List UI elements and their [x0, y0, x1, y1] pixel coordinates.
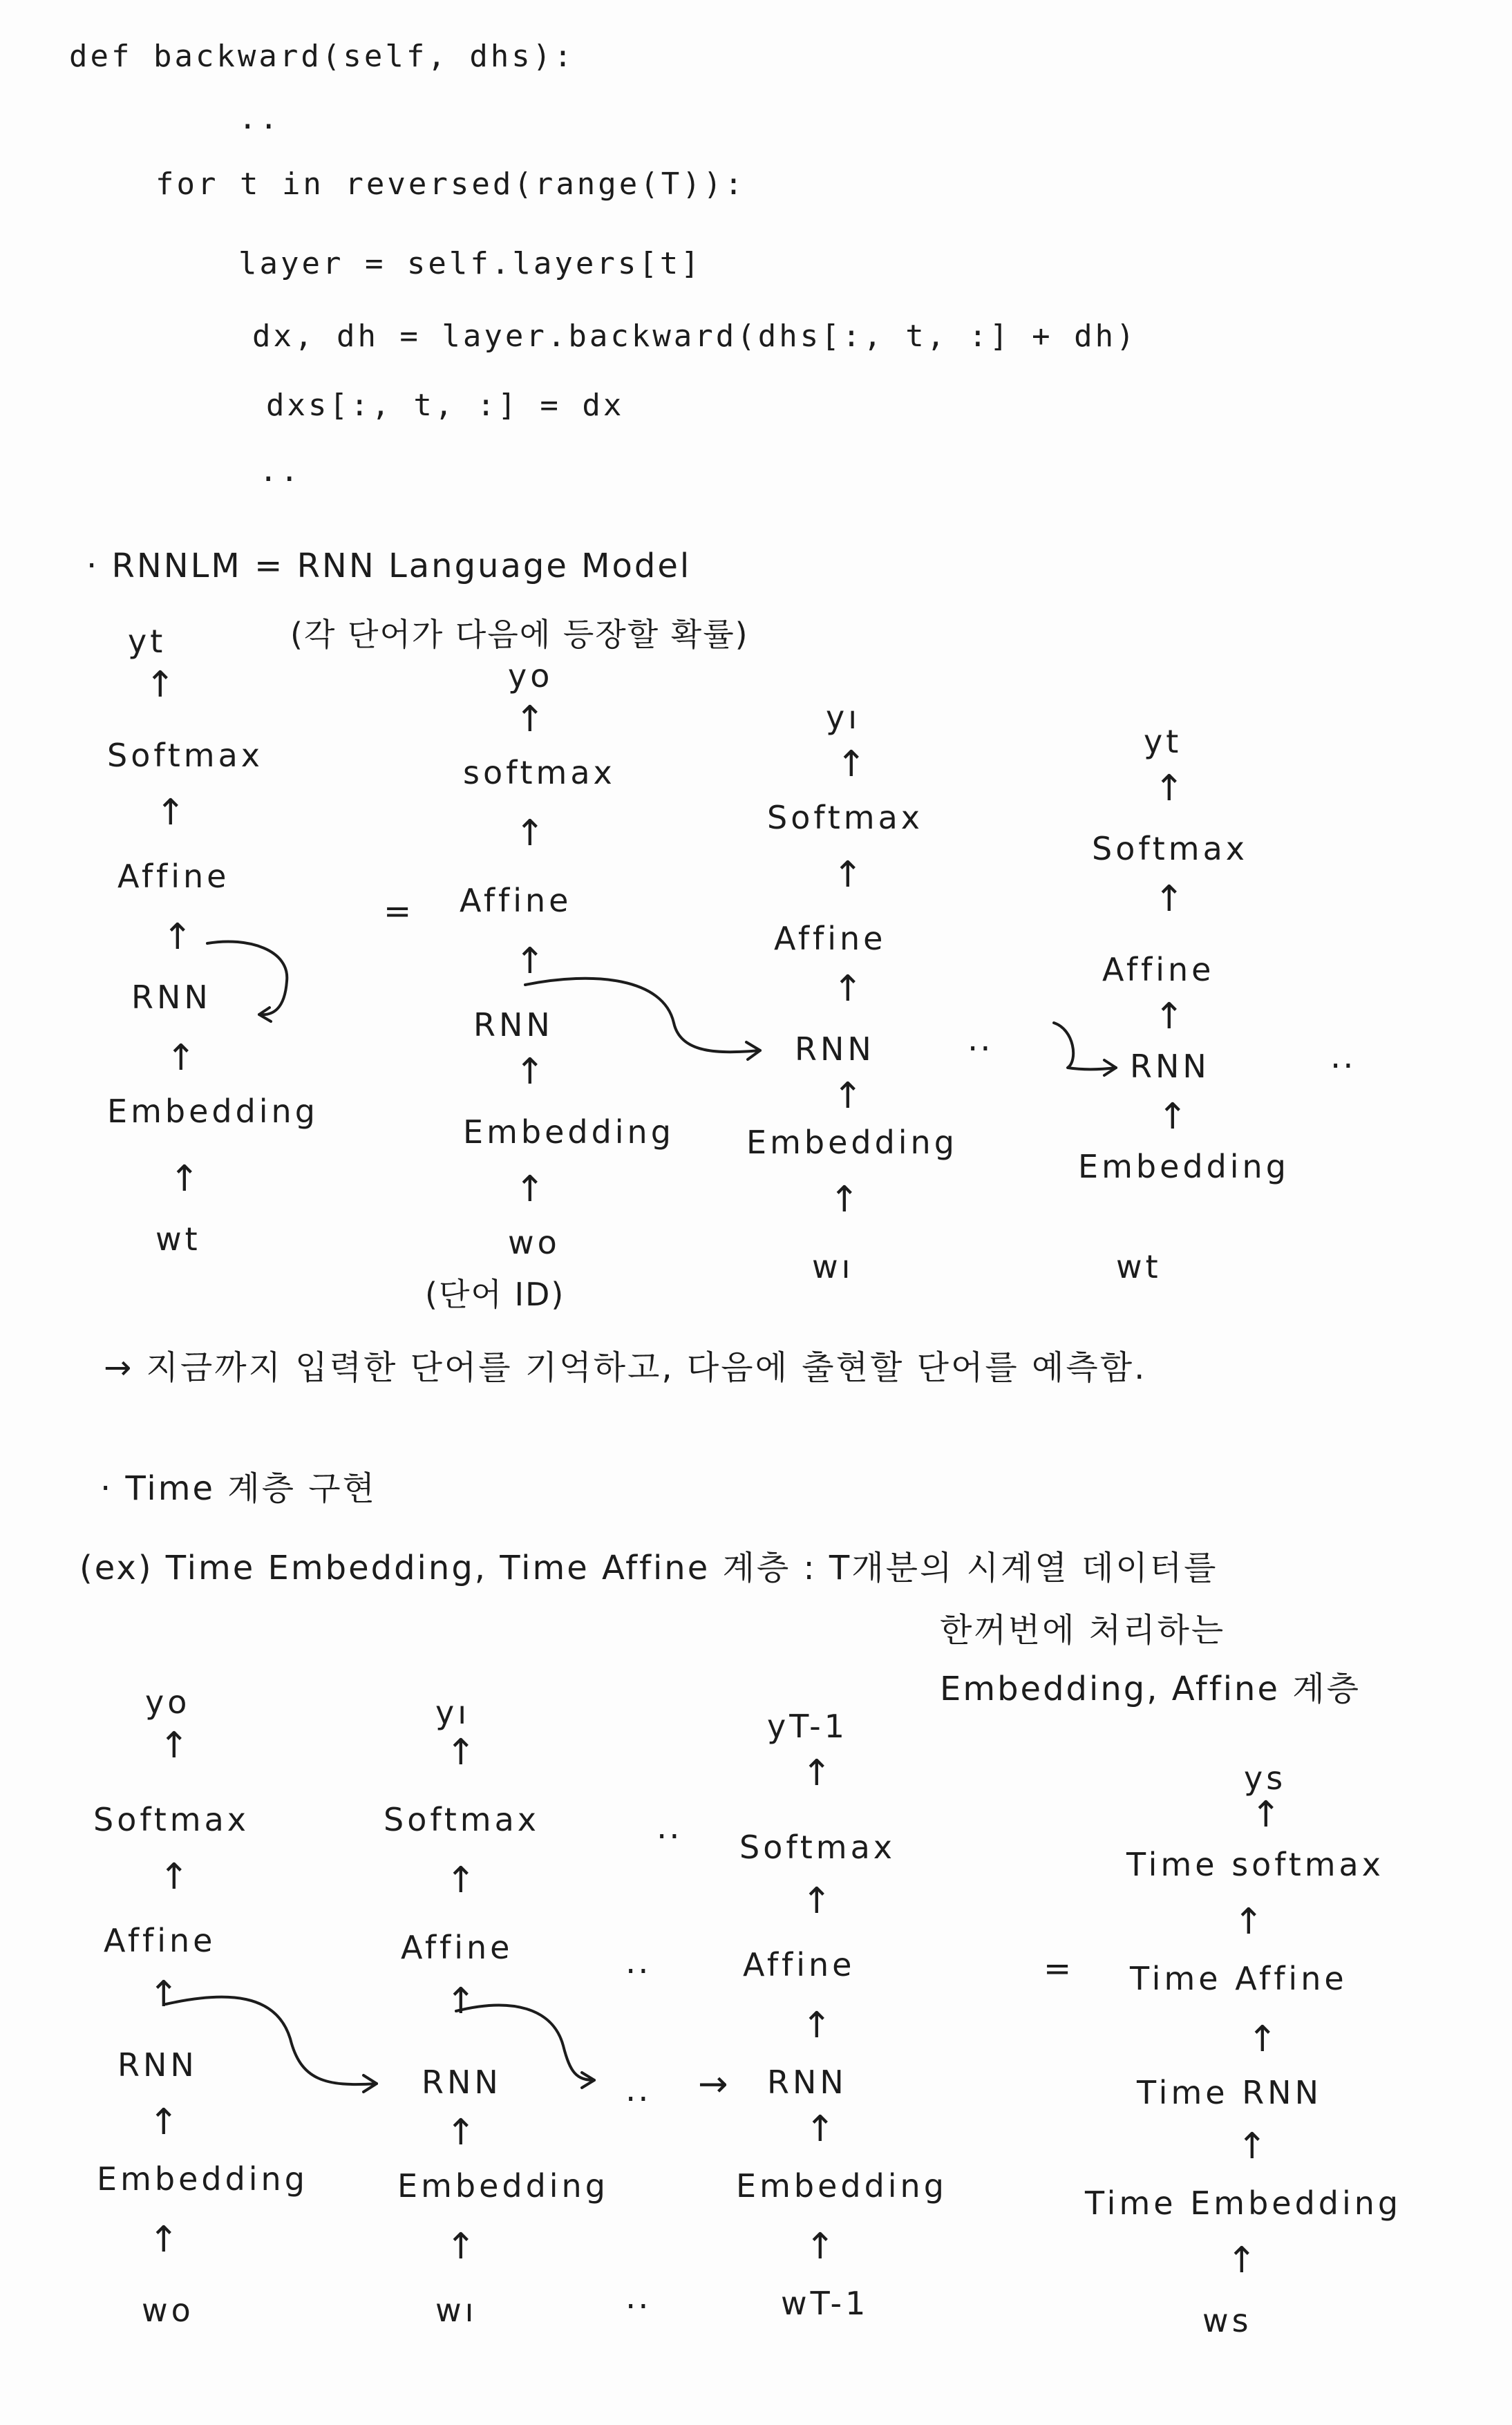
- right-arrow-icon: →: [698, 2064, 728, 2105]
- up-arrow-icon: ↑: [446, 1732, 476, 1773]
- time-col2-softmax: Softmax: [739, 1829, 896, 1866]
- up-arrow-icon: ↑: [1154, 768, 1184, 809]
- up-arrow-icon: ↑: [1154, 996, 1184, 1037]
- time-stack-embedding: Time Embedding: [1085, 2185, 1402, 2222]
- up-arrow-icon: ↑: [805, 2226, 835, 2267]
- up-arrow-icon: ↑: [149, 2219, 179, 2261]
- rnnlm-col2-output: yt: [1144, 723, 1182, 760]
- time-connector-0: [166, 1997, 377, 2084]
- time-col1-softmax: Softmax: [384, 1801, 540, 1838]
- up-arrow-icon: ↑: [836, 744, 867, 785]
- rnnlm-col2-embedding: Embedding: [1078, 1148, 1289, 1185]
- time-col1-affine: Affine: [401, 1929, 513, 1966]
- ellipsis: ..: [625, 1943, 651, 1981]
- time-col1-output: yı: [435, 1694, 471, 1731]
- up-arrow-icon: ↑: [833, 854, 863, 896]
- word-id-note: (단어 ID): [425, 1276, 565, 1313]
- time-stack-affine: Time Affine: [1130, 1960, 1348, 1997]
- time-col2-rnn: RNN: [767, 2064, 847, 2101]
- time-col1-rnn: RNN: [422, 2064, 502, 2101]
- up-arrow-icon: ↑: [1234, 1901, 1264, 1943]
- up-arrow-icon: ↑: [515, 1169, 545, 1210]
- up-arrow-icon: ↑: [1237, 2126, 1267, 2167]
- time-col0-rnn: RNN: [117, 2046, 198, 2084]
- ellipsis: ..: [967, 1020, 993, 1059]
- up-arrow-icon: ↑: [155, 792, 186, 833]
- up-arrow-icon: ↑: [446, 1860, 476, 1901]
- up-arrow-icon: ↑: [162, 916, 193, 958]
- rnnlm-col0-output: yo: [508, 657, 554, 695]
- rnnlm-col2-softmax: Softmax: [1092, 830, 1248, 867]
- up-arrow-icon: ↑: [833, 968, 863, 1010]
- rnnlm-col1-output: yı: [826, 699, 861, 736]
- rnnlm-col0-input: wo: [508, 1224, 560, 1261]
- code-line-ellipsis-bottom: ..: [259, 453, 301, 489]
- rnnlm-col2-affine: Affine: [1102, 951, 1215, 988]
- code-line-ellipsis-top: ..: [238, 101, 281, 136]
- up-arrow-icon: ↑: [829, 1179, 860, 1220]
- up-arrow-icon: ↑: [802, 2005, 832, 2046]
- rnnlm-connector-0: [525, 979, 760, 1052]
- code-line-def: def backward(self, dhs):: [69, 39, 575, 74]
- up-arrow-icon: ↑: [833, 1075, 863, 1117]
- rnnlm-col0-softmax: softmax: [463, 754, 616, 791]
- time-connector-1: [456, 2006, 594, 2080]
- up-arrow-icon: ↑: [169, 1158, 200, 1200]
- time-stack-softmax: Time softmax: [1126, 1846, 1384, 1883]
- code-line-backward: dx, dh = layer.backward(dhs[:, t, :] + dh): [252, 319, 1137, 354]
- up-arrow-icon: ↑: [1251, 1794, 1281, 1836]
- up-arrow-icon: ↑: [802, 1753, 832, 1794]
- probability-note: (각 단어가 다음에 등장할 확률): [290, 616, 749, 653]
- loop-input-label: wt: [155, 1220, 201, 1258]
- time-example-line: (ex) Time Embedding, Time Affine 계층 : T개분의 시계열 데이터를: [79, 1549, 1218, 1587]
- equals-sign: =: [384, 892, 414, 931]
- loop-softmax-label: Softmax: [107, 737, 263, 774]
- ellipsis: ..: [656, 1808, 682, 1847]
- rnnlm-heading: · RNNLM = RNN Language Model: [86, 547, 692, 585]
- time-col0-embedding: Embedding: [97, 2160, 308, 2198]
- equals-sign: =: [1043, 1950, 1074, 1988]
- rnnlm-col0-rnn: RNN: [473, 1006, 554, 1044]
- up-arrow-icon: ↑: [515, 1051, 545, 1093]
- up-arrow-icon: ↑: [1154, 878, 1184, 920]
- rnnlm-col1-softmax: Softmax: [767, 799, 923, 836]
- rnnlm-col0-affine: Affine: [460, 882, 572, 919]
- up-arrow-icon: ↑: [446, 2112, 476, 2153]
- time-stack-input: ws: [1202, 2302, 1252, 2339]
- up-arrow-icon: ↑: [1227, 2240, 1257, 2281]
- time-col0-input: wo: [142, 2292, 194, 2329]
- up-arrow-icon: ↑: [159, 1856, 189, 1898]
- time-col0-softmax: Softmax: [93, 1801, 249, 1838]
- rnnlm-col1-affine: Affine: [774, 920, 887, 957]
- time-example-line2: 한꺼번에 처리하는: [940, 1611, 1226, 1650]
- ellipsis: ..: [1330, 1037, 1356, 1076]
- up-arrow-icon: ↑: [515, 699, 545, 740]
- time-col0-output: yo: [145, 1683, 191, 1721]
- ellipsis: ..: [625, 2070, 651, 2109]
- rnnlm-col2-rnn: RNN: [1130, 1048, 1210, 1085]
- time-heading: · Time 계층 구현: [100, 1469, 377, 1508]
- time-col2-output: yT-1: [767, 1708, 848, 1745]
- time-example-line3: Embedding, Affine 계층: [940, 1670, 1361, 1708]
- up-arrow-icon: ↑: [1157, 1096, 1188, 1138]
- time-stack-output: ys: [1244, 1759, 1287, 1797]
- code-line-dxs: dxs[:, t, :] = dx: [266, 388, 625, 423]
- loop-rnn-label: RNN: [131, 979, 211, 1016]
- loop-embedding-label: Embedding: [107, 1093, 319, 1130]
- ellipsis: ..: [625, 2278, 651, 2317]
- rnnlm-summary: → 지금까지 입력한 단어를 기억하고, 다음에 출현할 단어를 예측함.: [104, 1348, 1147, 1387]
- loop-affine-label: Affine: [117, 858, 230, 895]
- up-arrow-icon: ↑: [149, 2102, 179, 2143]
- up-arrow-icon: ↑: [802, 1880, 832, 1922]
- loop-output-label: yt: [128, 623, 167, 660]
- up-arrow-icon: ↑: [515, 941, 545, 982]
- rnnlm-col1-rnn: RNN: [795, 1030, 875, 1068]
- time-col2-affine: Affine: [743, 1946, 856, 1983]
- up-arrow-icon: ↑: [149, 1974, 179, 2015]
- up-arrow-icon: ↑: [159, 1725, 189, 1766]
- up-arrow-icon: ↑: [166, 1037, 196, 1079]
- code-line-layer: layer = self.layers[t]: [238, 246, 702, 281]
- up-arrow-icon: ↑: [145, 664, 176, 706]
- time-col2-input: wT-1: [781, 2285, 869, 2322]
- rnnlm-col1-input: wı: [812, 1248, 854, 1285]
- code-line-for: for t in reversed(range(T)):: [155, 167, 746, 202]
- time-col1-input: wı: [435, 2292, 478, 2329]
- time-col2-embedding: Embedding: [736, 2167, 947, 2205]
- up-arrow-icon: ↑: [446, 1981, 476, 2022]
- time-col0-affine: Affine: [104, 1922, 216, 1959]
- rnnlm-col2-input: wt: [1116, 1248, 1162, 1285]
- time-stack-rnn: Time RNN: [1137, 2074, 1322, 2111]
- up-arrow-icon: ↑: [515, 813, 545, 854]
- rnnlm-col1-embedding: Embedding: [746, 1124, 958, 1161]
- up-arrow-icon: ↑: [446, 2226, 476, 2267]
- up-arrow-icon: ↑: [1247, 2019, 1278, 2060]
- loop-connector: [207, 941, 287, 1015]
- up-arrow-icon: ↑: [805, 2108, 835, 2150]
- rnnlm-col0-embedding: Embedding: [463, 1113, 674, 1151]
- time-col1-embedding: Embedding: [397, 2167, 609, 2205]
